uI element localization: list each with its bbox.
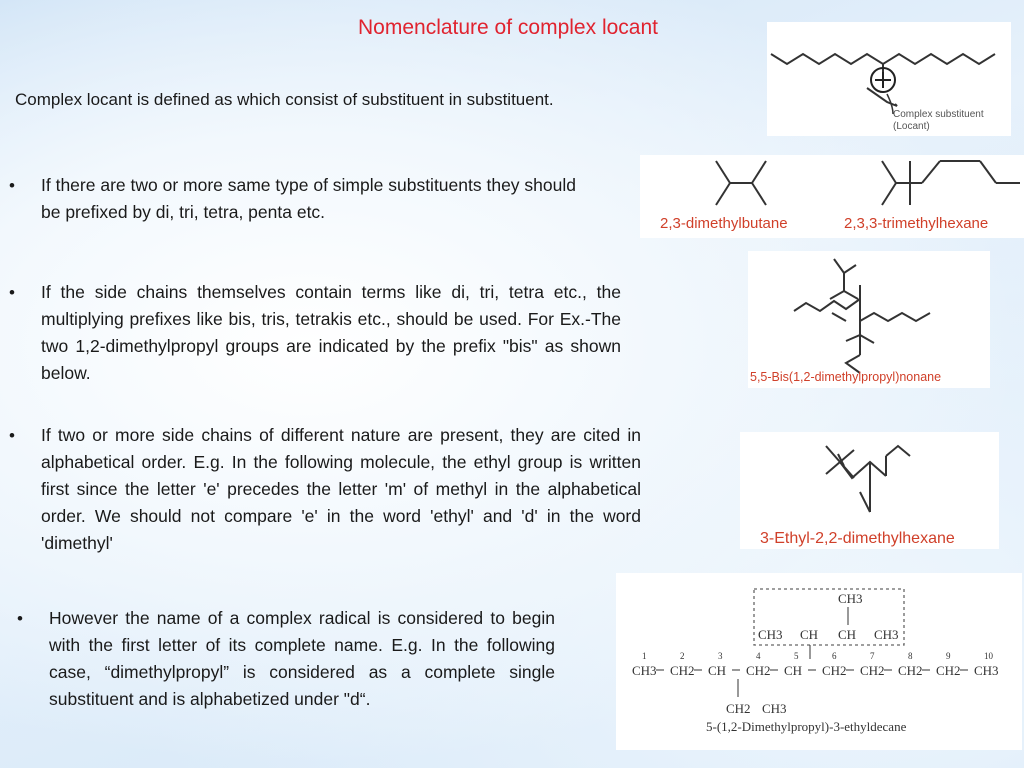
bullet-simple-substituents: [9, 172, 581, 226]
trimethylhexane-caption: 2,3,3-trimethylhexane: [844, 215, 989, 232]
branch-atom: CH3: [874, 627, 899, 642]
carbon-number: 7: [870, 651, 875, 661]
main-chain-atom: CH: [784, 663, 803, 678]
ethyl-ch2: CH2: [726, 701, 751, 716]
ethyl-dimethylhexane-figure: [740, 432, 999, 549]
carbon-number: 3: [718, 651, 723, 661]
branch-atom: CH: [800, 627, 819, 642]
main-chain-atom: CH2: [670, 663, 695, 678]
main-chain-atom: CH2: [860, 663, 885, 678]
bullet-dot: •: [17, 609, 23, 628]
carbon-number: 4: [756, 651, 761, 661]
main-chain-atom: CH2: [822, 663, 847, 678]
top-methyl-group: CH3: [838, 591, 863, 606]
main-chain-atom: CH2: [746, 663, 771, 678]
ethyl-dimethylhexane-caption: 3-Ethyl-2,2-dimethylhexane: [760, 530, 955, 547]
carbon-number: 8: [908, 651, 913, 661]
bullet-text: However the name of a complex radical is considered to begin with the first letter of its complete name. E.g. In the following case, “dimethylpropyl” is considered as a complete single substituent and is alphabetized under "d“.: [49, 608, 555, 709]
locant-label: (Locant): [893, 121, 930, 132]
main-chain-skeleton: [771, 54, 995, 64]
bis-nonane-skeleton: [794, 259, 930, 373]
main-chain: [632, 663, 999, 678]
bullet-dot: •: [9, 176, 15, 195]
carbon-number: 2: [680, 651, 685, 661]
bullet-complex-radical: [17, 605, 555, 713]
carbon-number: 5: [794, 651, 799, 661]
trimethylhexane-skeleton: [882, 161, 1020, 205]
carbon-number: 10: [984, 651, 993, 661]
carbon-number: 6: [832, 651, 837, 661]
bullet-alphabetical-order: [9, 422, 641, 557]
branch-chain: [758, 627, 899, 642]
branch-atom: CH3: [758, 627, 783, 642]
bullet-dot: •: [9, 283, 15, 302]
decane-caption: 5-(1,2-Dimethylpropyl)-3-ethyldecane: [706, 719, 907, 734]
bis-nonane-figure: [748, 251, 990, 388]
bullet-dot: •: [9, 426, 15, 445]
branch-atom: CH: [838, 627, 857, 642]
dimethylbutane-skeleton: [716, 161, 766, 205]
main-chain-atom: CH3: [974, 663, 999, 678]
carbon-number: 9: [946, 651, 951, 661]
ethyl-dimethylhexane-skeleton: [826, 446, 910, 512]
bullet-text: If there are two or more same type of simple substituents they should be prefixed by di, tri, tetra, penta etc.: [41, 175, 576, 222]
carbon-number: 1: [642, 651, 647, 661]
dimethylpropyl-ethyldecane-figure: [616, 573, 1022, 750]
bullet-text: If the side chains themselves contain terms like di, tri, tetra etc., the multiplying prefixes like bis, tris, tetrakis etc., should be used. For Ex.-The two 1,2-dimethylpropyl groups are indicated by the prefix "bis" as shown below.: [41, 282, 621, 383]
bullet-multiplying-prefixes: [9, 279, 621, 387]
bullet-text: If two or more side chains of different nature are present, they are cited in alphabetical order. E.g. In the following molecule, the ethyl group is written first since the letter 'e' precedes the letter 'm' of methyl in the alphabetical order. We should not compare 'e' in the word 'ethyl' and 'd' in the word 'dimethyl': [41, 425, 641, 553]
main-chain-atom: CH: [708, 663, 727, 678]
complex-substituent-figure: [767, 22, 1011, 136]
ethyl-ch3: CH3: [762, 701, 787, 716]
main-chain-atom: CH3: [632, 663, 657, 678]
intro-text: Complex locant is defined as which consist of substituent in substituent.: [15, 90, 554, 109]
carbon-numbers: [642, 651, 994, 661]
main-chain-atom: CH2: [898, 663, 923, 678]
complex-substituent-label: Complex substituent: [893, 109, 984, 120]
bis-nonane-caption: 5,5-Bis(1,2-dimethylpropyl)nonane: [750, 370, 942, 384]
dimethylbutane-caption: 2,3-dimethylbutane: [660, 215, 788, 232]
main-chain-atom: CH2: [936, 663, 961, 678]
slide-title: Nomenclature of complex locant: [358, 16, 658, 39]
simple-substituents-figure: [640, 155, 1024, 238]
